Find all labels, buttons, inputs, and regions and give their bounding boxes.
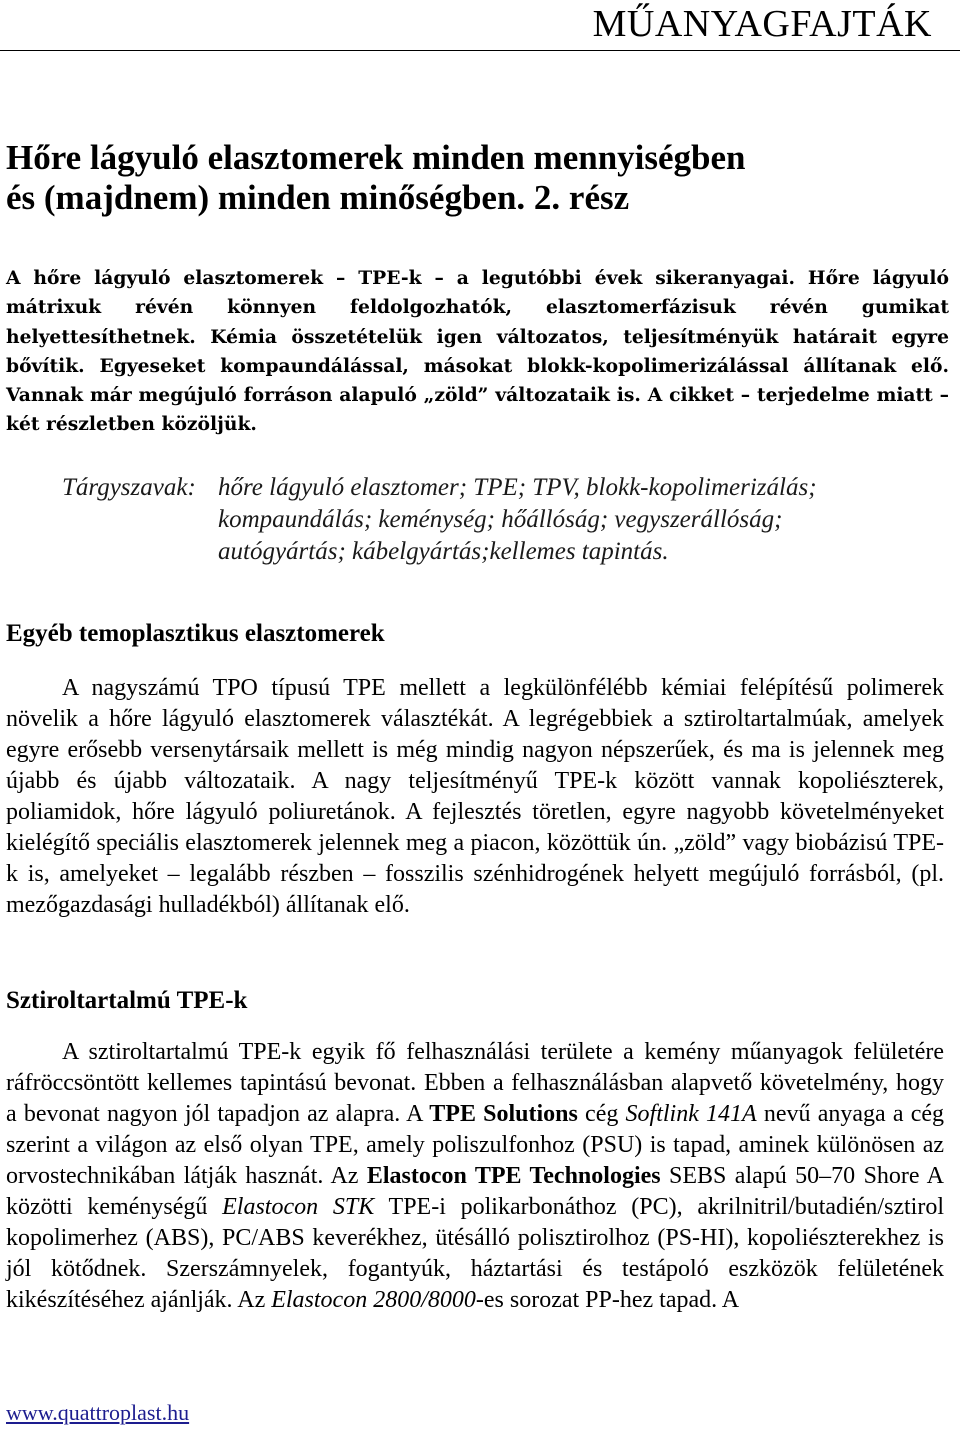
article-lead: A hőre lágyuló elasztomerek – TPE-k – a legutóbbi évek sikeranyagai. Hőre lágyuló mátrixuk révén könnyen feldolgozhatók, elasztomerfázisuk révén gumikat helyettesíthetnek. Kémia összetételük igen változatos, teljesítményük határait egyre bővítik. Egyeseket kompaundálással, másokat blokk-kopolimerizálással állítanak elő. Vannak már megújuló forráson alapuló „zöld” változataik is. A cikket – terjedelme miatt – két részletben közöljük.: [6, 267, 949, 436]
paragraph-text: -es sorozat PP-hez tapad. A: [475, 1287, 740, 1313]
paragraph-text: A sztiroltartalmú TPE-k egyik fő felhasználási területe a kemény műanyagok felületére ráfröccsöntött kellemes tapintású bevonat. Ebben a felhasználásban alapvető követelmény, hogy a bevonat nagyon jól tapadjon az alapra. A: [6, 1039, 944, 1127]
footer-website-link[interactable]: www.quattroplast.hu: [6, 1400, 190, 1425]
page-header: [0, 0, 960, 52]
article-title: [6, 138, 906, 218]
section-paragraph-styrenic-tpe: [6, 1037, 944, 1316]
section-paragraph-other-elastomers: A nagyszámú TPO típusú TPE mellett a legkülönfélébb kémiai felépítésű polimerek növelik a hőre lágyuló elasztomerek választékát. A legrégebbiek a sztiroltartalmúak, amelyek egyre erősebb versenytársaik mellett is még mindig nagyon népszerűek, és ma is jelennek meg újabb és újabb változataik. A nagy teljesítményű TPE-k között vannak kopoliészterek, poliamidok, hőre lágyuló poliuretánok. A fejlesztés töretlen, egyre nagyobb követelményeket kielégítő speciális elasztomerek jelennek meg a piacon, közöttük ún. „zöld” vagy biobázisú TPE-k is, amelyeket – legalább részben – fosszilis szénhidrogének helyett megújuló forrásból, (pl. mezőgazdasági hulladékból) állítanak elő.: [6, 675, 944, 918]
keywords-label: Tárgyszavak:: [62, 474, 196, 501]
keywords-line-2: kompaundálás; keménység; hőállóság; vegyszerállóság;: [218, 506, 783, 533]
keywords-line-1: hőre lágyuló elasztomer; TPE; TPV, blokk-kopolimerizálás;: [218, 474, 817, 501]
product-name: Elastocon STK: [222, 1194, 375, 1220]
article-title-line-2: és (majdnem) minden minőségben. 2. rész: [6, 178, 630, 217]
header-title: MŰANYAGFAJTÁK: [592, 3, 932, 45]
header-divider: [0, 50, 960, 51]
company-name: Elastocon TPE Technologies: [366, 1163, 661, 1189]
paragraph-text: SEBS alapú 50–70 Shore A közötti keménységű: [6, 1163, 944, 1220]
keywords-block: [62, 472, 942, 568]
keywords-line-3: autógyártás; kábelgyártás;kellemes tapintás.: [218, 538, 669, 565]
company-name: TPE Solutions: [429, 1101, 578, 1127]
paragraph-text: cég: [577, 1101, 626, 1127]
paragraph-text: nevű anyaga a cég szerint a világon az első olyan TPE, amely poliszulfonhoz (PSU) is tapad, aminek különösen az orvostechnikában látják hasznát. Az: [6, 1101, 945, 1189]
article-title-line-1: Hőre lágyuló elasztomerek minden mennyiségben: [6, 138, 746, 177]
section-heading-styrenic-tpe: Sztiroltartalmú TPE-k: [6, 987, 248, 1014]
product-name: Softlink 141A: [625, 1101, 757, 1127]
section-heading-other-elastomers: Egyéb temoplasztikus elasztomerek: [6, 620, 385, 647]
product-name: Elastocon 2800/8000: [271, 1287, 476, 1313]
keywords-list: [218, 472, 942, 568]
paragraph-text: TPE-i polikarbonáthoz (PC), akrilnitril/butadién/sztirol kopolimerhez (ABS), PC/ABS keverékhez, ütésálló polisztirolhoz (PS-HI), kopoliészterekhez is jól kötődnek. Szerszámnyelek, fogantyúk, háztartási és testápoló eszközök felületének kikészítéséhez ajánlják. Az: [6, 1194, 945, 1313]
